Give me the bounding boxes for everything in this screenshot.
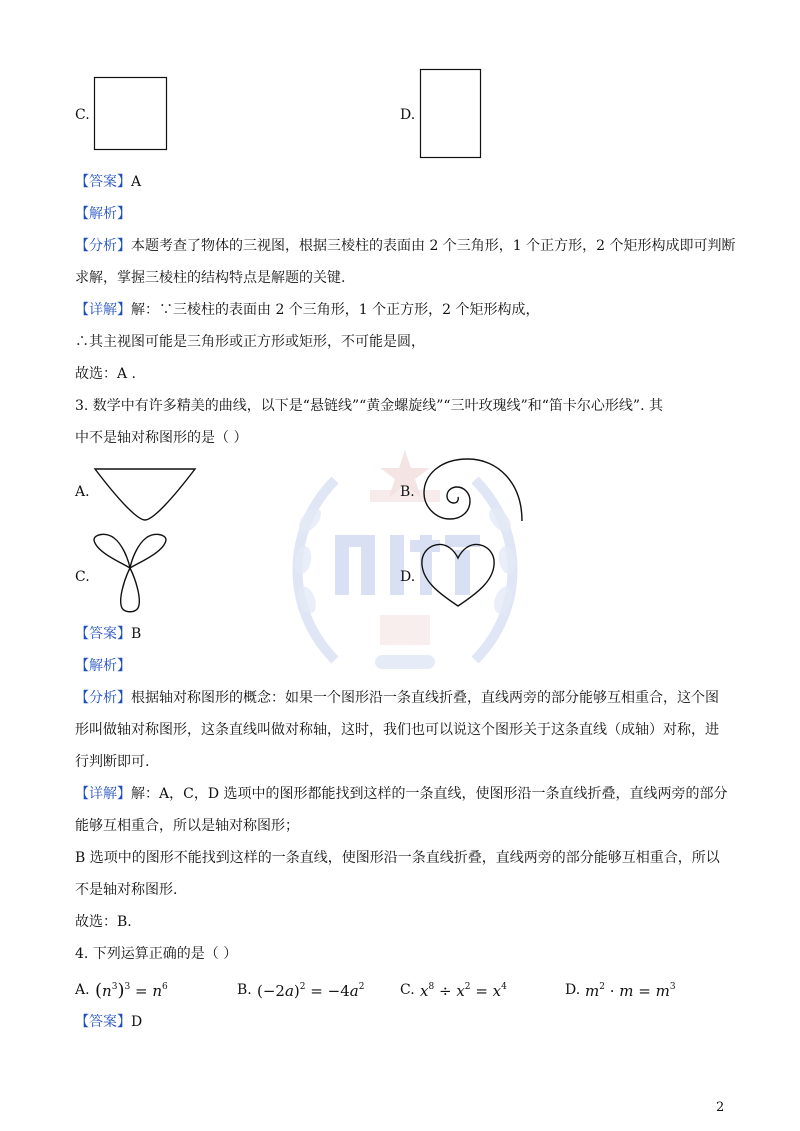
detail-line-2: ∴其主视图可能是三角形或正方形或矩形，不可能是圆， — [75, 334, 425, 350]
q4-option-d-label: D. — [565, 982, 581, 998]
q3-detail-line-4: 不是轴对称图形. — [75, 882, 178, 898]
choose-line-prev: 故选：A . — [75, 366, 137, 382]
q3-option-a-label: A. — [75, 484, 90, 500]
q3-choose-line: 故选：B. — [75, 914, 132, 930]
option-d-label: D. — [400, 107, 416, 123]
q3-fenxi-tag: 【分析】 — [75, 690, 131, 706]
q3-stem-line-2: 中不是轴对称图形的是（ ） — [75, 430, 248, 446]
answer-value: A — [131, 174, 142, 190]
q4-answer-line — [75, 1012, 142, 1032]
q4-option-b-label: B. — [237, 982, 252, 998]
fenxi-tag: 【分析】 — [75, 238, 131, 254]
catenary-figure — [93, 468, 197, 528]
detail-line-1 — [75, 300, 540, 320]
q3-fenxi-text-1: 根据轴对称图形的概念：如果一个图形沿一条直线折叠，直线两旁的部分能够互相重合，这个图 — [131, 690, 719, 706]
q4-option-a-formula: $(n^3)^3 = n^6$ — [95, 980, 168, 1001]
q3-detail-text-1: 解：A，C，D 选项中的图形都能找到这样的一条直线，使图形沿一条直线折叠，直线两旁的部分 — [131, 786, 728, 802]
q3-fenxi-line-3: 行判断即可. — [75, 754, 150, 770]
q4-stem: 4. 下列运算正确的是（ ） — [75, 946, 238, 962]
q3-option-b-label: B. — [400, 484, 415, 500]
three-leaf-rose-figure — [90, 532, 170, 614]
q3-option-d-label: D. — [400, 569, 416, 585]
q3-option-c-label: C. — [75, 569, 90, 585]
q3-answer-value: B — [131, 626, 142, 642]
option-c-label: C. — [75, 107, 90, 123]
answer-line-prev — [75, 172, 141, 192]
fenxi-text-1: 本题考查了物体的三视图，根据三棱柱的表面由 2 个三角形，1 个正方形，2 个矩形构成即可判断 — [131, 238, 736, 254]
page-number: 2 — [716, 1100, 725, 1115]
cardioid-heart-figure — [418, 540, 498, 610]
q4-answer-value: D — [131, 1014, 143, 1030]
q4-option-c-formula: $x^8 \div x^2 = x^4$ — [420, 982, 507, 1000]
q4-option-b-formula: $(-2a)^2 = -4a^2$ — [257, 982, 365, 1000]
golden-spiral-figure — [418, 455, 528, 525]
q4-option-d-formula: $m^2 \cdot m = m^3$ — [585, 982, 676, 1000]
q3-stem-line-1: 3. 数学中有许多精美的曲线，以下是“悬链线”“黄金螺旋线”“三叶玫瑰线”和“笛卡尔心形线”. 其 — [75, 398, 663, 414]
q4-option-c-label: C. — [400, 982, 415, 998]
fenxi-line-1 — [75, 236, 736, 256]
q3-fenxi-line-1 — [75, 688, 719, 708]
q3-answer-tag: 【答案】 — [75, 626, 131, 642]
fenxi-line-2: 求解，掌握三棱柱的结构特点是解题的关键. — [75, 270, 346, 286]
q3-analysis-tag: 【解析】 — [75, 658, 131, 674]
q3-detail-line-1 — [75, 784, 728, 804]
q4-answer-tag: 【答案】 — [75, 1014, 131, 1030]
q3-detail-line-2: 能够互相重合，所以是轴对称图形； — [75, 818, 299, 834]
answer-tag: 【答案】 — [75, 174, 131, 190]
rectangle-figure — [420, 69, 482, 159]
q3-detail-line-3: B 选项中的图形不能找到这样的一条直线，使图形沿一条直线折叠，直线两旁的部分能够互相重合，所以 — [75, 850, 720, 866]
q3-detail-tag: 【详解】 — [75, 786, 131, 802]
q4-option-a-label: A. — [75, 982, 90, 998]
q3-answer-line — [75, 624, 141, 644]
analysis-tag: 【解析】 — [75, 206, 131, 222]
square-figure — [94, 77, 168, 151]
q3-fenxi-line-2: 形叫做轴对称图形，这条直线叫做对称轴，这时，我们也可以说这个图形关于这条直线（成轴）对称，进 — [75, 722, 719, 738]
detail-tag: 【详解】 — [75, 302, 131, 318]
detail-text-1: 解：∵三棱柱的表面由 2 个三角形，1 个正方形，2 个矩形构成， — [131, 302, 540, 318]
